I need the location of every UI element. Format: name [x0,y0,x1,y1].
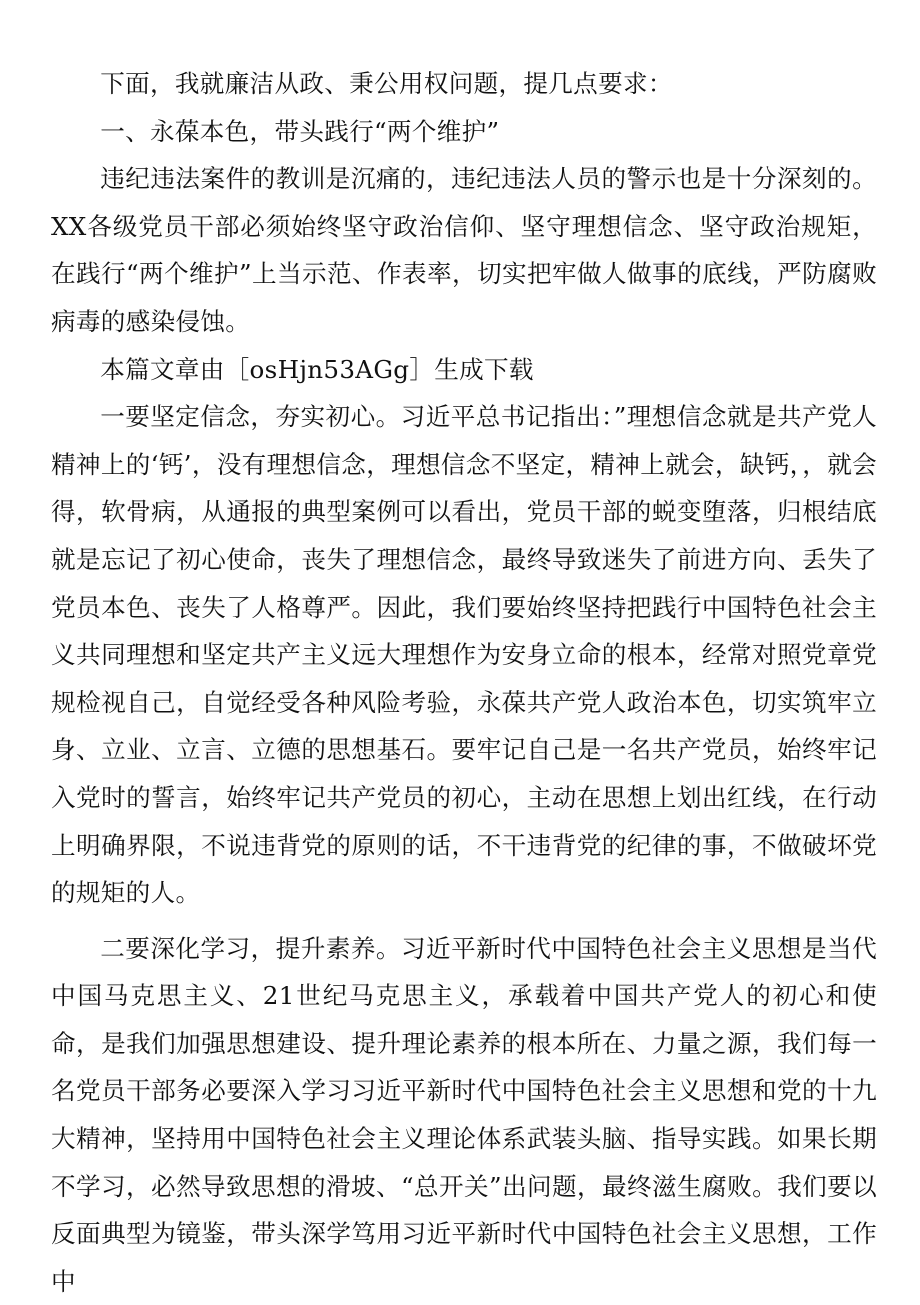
download-notice: 本篇文章由［osHjn53AGg］生成下载 [100,354,534,384]
section-heading: 一、永葆本色，带头践行“两个维护” [100,116,500,146]
body-paragraph: 违纪违法案件的教训是沉痛的，违纪违法人员的警示也是十分深刻的。XX各级党员干部必须始终坚守政治信仰、坚守理想信念、坚守政治规矩，在践行“两个维护”上当示范、作表率，切实把牢做人做事的底线，严防腐败病毒的感染侵蚀。 [51,164,877,336]
body-paragraph: 二要深化学习，提升素养。习近平新时代中国特色社会主义思想是当代中国马克思主义、21世纪马克思主义，承载着中国共产党人的初心和使命，是我们加强思想建设、提升理论素养的根本所在、力量之源，我们每一名党员干部务必要深入学习习近平新时代中国特色社会主义思想和党的十九大精神，坚持用中国特色社会主义理论体系武装头脑、指导实践。如果长期不学习，必然导致思想的滑坡、“总开关”出问题，最终滋生腐败。我们要以反面典型为镜鉴，带头深学笃用习近平新时代中国特色社会主义思想，工作中 [51,933,877,1296]
intro-paragraph: 下面，我就廉洁从政、秉公用权问题，提几点要求： [100,69,673,98]
document-page [51,60,877,1305]
body-paragraph: 一要坚定信念，夯实初心。习近平总书记指出：”理想信念就是共产党人精神上的‘钙’，没有理想信念，理想信念不坚定，精神上就会，缺钙，，就会得，软骨病，从通报的典型案例可以看出，党员干部的蜕变堕落，归根结底就是忘记了初心使命，丧失了理想信念，最终导致迷失了前进方向、丢失了党员本色、丧失了人格尊严。因此，我们要始终坚持把践行中国特色社会主义共同理想和坚定共产主义远大理想作为安身立命的根本，经常对照党章党规检视自己，自觉经受各种风险考验，永葆共产党人政治本色，切实筑牢立身、立业、立言、立德的思想基石。要牢记自己是一名共产党员，始终牢记入党时的誓言，始终牢记共产党员的初心，主动在思想上划出红线，在行动上明确界限，不说违背党的原则的话，不干违背党的纪律的事，不做破坏党的规矩的人。 [51,402,878,908]
